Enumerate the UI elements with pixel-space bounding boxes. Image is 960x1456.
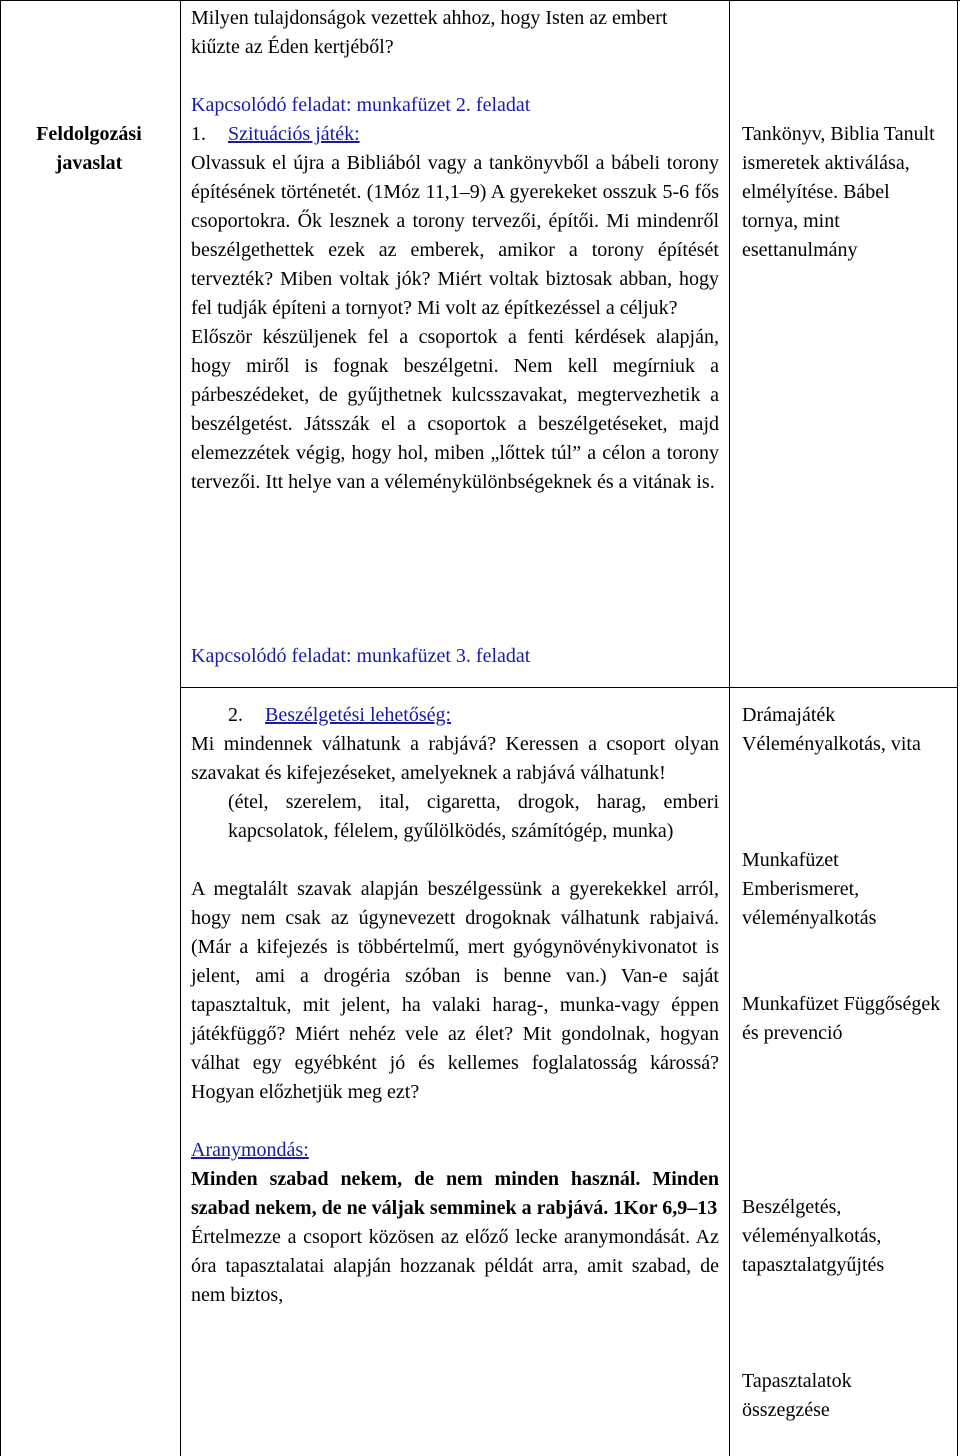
intro-question: Milyen tulajdonságok vezettek ahhoz, hogy Isten az embert kiűzte az Éden kertjéből? xyxy=(191,7,668,58)
note-workbook-2: Munkafüzet Függőségek és prevenció xyxy=(742,993,941,1044)
column-divider-1 xyxy=(180,0,181,1456)
table-border-right xyxy=(957,0,958,1456)
item-1-paragraph-1: Olvassuk el újra a Bibliából vagy a tankönyvből a bábeli torony építésének történetét. (1Móz 11,1–9) A gyerekeket osszuk 5-6 fős csoportokra. Ők lesznek a torony tervezői, építői. Mi mindenről beszélgethettek ezek az emberek, amikor a torony építését tervezték? Miben voltak jók? Miért voltak biztosak abban, hogy fel tudják építeni a tornyot? Mi volt az építkezéssel a céljuk? xyxy=(191,152,719,319)
note-resources-1: Tankönyv, Biblia Tanult ismeretek aktiválása, elmélyítése. Bábel tornya, mint esettanulmány xyxy=(742,123,935,261)
item-2-title: Beszélgetési lehetőség: xyxy=(265,704,452,726)
item-2-paragraph-3: Értelmezze a csoport közösen az előző lecke aranymondását. Az óra tapasztalatai alapján hozzanak példát arra, amit szabad, de nem biztos, xyxy=(191,1226,719,1306)
item-2 xyxy=(191,701,719,1310)
item-1 xyxy=(191,120,719,497)
item-2-number: 2. xyxy=(228,704,243,726)
row-divider-top xyxy=(0,0,960,1)
table-border-left xyxy=(0,0,1,1456)
item-2-paragraph-1: Mi mindennek válhatunk a rabjává? Keressen a csoport olyan szavakat és kifejezéseket, amelyeknek a rabjává válhatunk! xyxy=(191,733,719,784)
column-divider-2 xyxy=(729,0,730,1456)
related-task-link-1[interactable]: Kapcsolódó feladat: munkafüzet 2. feladat xyxy=(191,94,531,116)
item-1-title: Szituációs játék: xyxy=(228,123,360,145)
golden-saying-quote: Minden szabad nekem, de nem minden használ. Minden szabad nekem, de ne váljak semminek a rabjává. xyxy=(191,1168,719,1219)
note-discussion: Beszélgetés, véleményalkotás, tapasztalatgyűjtés xyxy=(742,1196,885,1276)
related-task-link-2[interactable]: Kapcsolódó feladat: munkafüzet 3. feladat xyxy=(191,645,531,667)
row-heading xyxy=(5,120,173,178)
row-heading-text: Feldolgozási javaslat xyxy=(36,123,142,174)
golden-saying-label: Aranymondás: xyxy=(191,1139,309,1161)
item-1-paragraph-2: Először készüljenek fel a csoportok a fenti kérdések alapján, hogy miről is fognak beszélgetni. Nem kell megírniuk a párbeszédeket, de gyűjthetnek kulcsszavakat, megtervezhetik a beszélgetést. Játsszák el a csoportok a beszélgetéseket, majd elemezzétek végig, hogy hol, miben „lőttek túl” a célon a torony tervezői. Itt helye van a véleménykülönbségeknek és a vitának is. xyxy=(191,326,719,493)
note-workbook-1: Munkafüzet Emberismeret, véleményalkotás xyxy=(742,849,877,929)
row-divider-1 xyxy=(180,687,958,688)
note-summary: Tapasztalatok összegzése xyxy=(742,1370,852,1421)
golden-saying-reference: 1Kor 6,9–13 xyxy=(613,1197,718,1219)
item-2-paragraph-2: A megtalált szavak alapján beszélgessünk a gyerekekkel arról, hogy nem csak az úgynevezett drogoknak válhatunk rabjaivá. (Már a kifejezés is többértelmű, mert gyógynövénykivonatot is jelent, ami a drogéria szóban is benne van.) Van-e saját tapasztaltuk, mit jelent, ha valaki harag-, munka-vagy éppen játékfüggő? Miért nehéz vele az élet? Mit gondolnak, hogyan válhat egy egyébként jó és kellemes foglalatosság károssá? Hogyan előzhetjük meg ezt? xyxy=(191,878,719,1103)
golden-saying-text xyxy=(191,1165,719,1223)
item-1-number: 1. xyxy=(191,123,206,145)
item-2-word-list: (étel, szerelem, ital, cigaretta, drogok, harag, emberi kapcsolatok, félelem, gyűlölködés, számítógép, munka) xyxy=(228,791,719,842)
note-method-drama: Drámajáték Véleményalkotás, vita xyxy=(742,704,921,755)
